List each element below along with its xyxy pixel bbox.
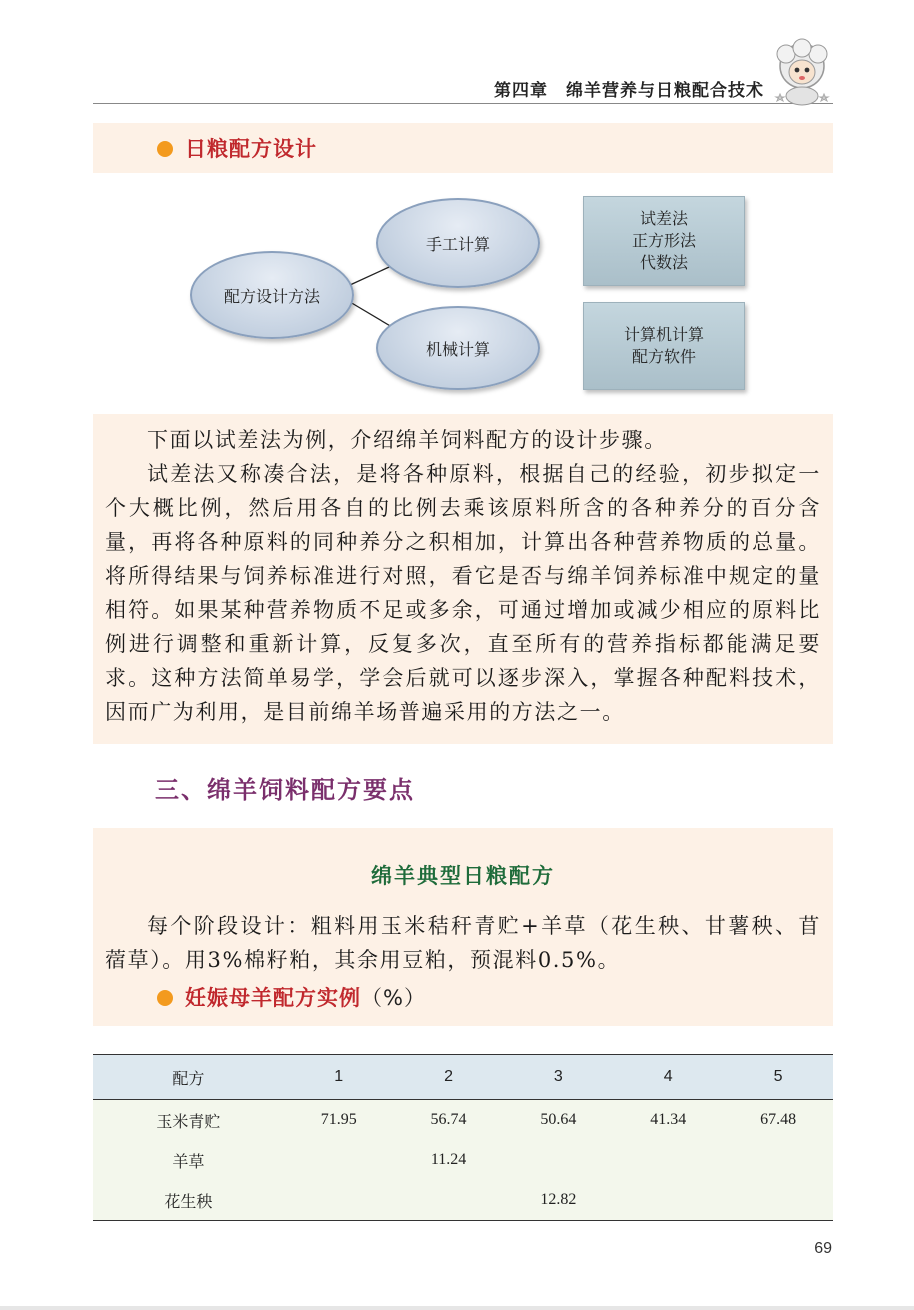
diagram-node-machine-calc: 机械计算 bbox=[376, 306, 540, 390]
bullet-icon bbox=[157, 990, 173, 1006]
table-cell bbox=[503, 1140, 613, 1180]
page-number: 69 bbox=[814, 1240, 832, 1257]
bottom-divider bbox=[0, 1306, 914, 1310]
body-paragraph: 试差法又称凑合法，是将各种原料，根据自己的经验，初步拟定一个大概比例，然后用各自的比例去乘该原料所含的各种养分的百分含量，再将各种原料的同种养分之积相加，计算出各种营养物质的总量。将所得结果与饲养标准进行对照，看它是否与绵羊饲养标准中规定的量相符。如果某种营养物质不足或多余，可通过增加或减少相应的原料比例进行调整和重新计算，反复多次，直至所有的营养指标都能满足要求。这种方法简单易学，学会后就可以逐步深入，掌握各种配料技术，因而广为利用，是目前绵羊场普遍采用的方法之一。 bbox=[105, 462, 821, 724]
section-heading-diet-design: 日粮配方设计 bbox=[185, 137, 317, 161]
table-cell bbox=[613, 1180, 723, 1221]
table-cell: 41.34 bbox=[613, 1100, 723, 1141]
body-text bbox=[105, 423, 821, 729]
table-cell: 羊草 bbox=[93, 1140, 284, 1180]
table-row bbox=[93, 1140, 833, 1180]
table-cell: 11.24 bbox=[394, 1140, 504, 1180]
table-cell bbox=[284, 1140, 394, 1180]
machine-method: 计算机计算 bbox=[623, 325, 704, 344]
table-row bbox=[93, 1180, 833, 1221]
table-cell: 玉米青贮 bbox=[93, 1100, 284, 1141]
manual-method: 试差法 bbox=[639, 209, 688, 228]
typical-diet-title: 绵羊典型日粮配方 bbox=[371, 863, 555, 888]
table-header: 配方 bbox=[93, 1055, 284, 1100]
table-row bbox=[93, 1100, 833, 1141]
body-paragraph: 下面以试差法为例，介绍绵羊饲料配方的设计步骤。 bbox=[147, 428, 667, 452]
typical-diet-text bbox=[105, 909, 821, 977]
table-header: 5 bbox=[723, 1055, 833, 1100]
table-header-row bbox=[93, 1055, 833, 1100]
pregnant-ewe-heading bbox=[185, 982, 426, 1012]
pregnant-ewe-title: 妊娠母羊配方实例 bbox=[185, 986, 361, 1010]
diagram-box-machine-methods bbox=[583, 302, 745, 390]
manual-method: 代数法 bbox=[639, 253, 688, 272]
typical-diet-paragraph: 每个阶段设计：粗料用玉米秸秆青贮+羊草（花生秧、甘薯秧、苜蓿草）。用3%棉籽粕，其余用豆粕，预混料0.5%。 bbox=[105, 914, 821, 972]
diagram-node-formula-methods: 配方设计方法 bbox=[190, 251, 354, 339]
table-cell bbox=[613, 1140, 723, 1180]
table-cell: 71.95 bbox=[284, 1100, 394, 1141]
diagram-node-manual-calc: 手工计算 bbox=[376, 198, 540, 288]
diagram-box-manual-methods bbox=[583, 196, 745, 286]
table-cell: 12.82 bbox=[503, 1180, 613, 1221]
table-cell bbox=[723, 1140, 833, 1180]
chapter-title: 第四章 绵羊营养与日粮配合技术 bbox=[494, 81, 764, 101]
table-cell bbox=[284, 1180, 394, 1221]
table-cell: 56.74 bbox=[394, 1100, 504, 1141]
machine-method: 配方软件 bbox=[631, 347, 696, 366]
pregnant-ewe-formula-table bbox=[93, 1054, 833, 1221]
table-cell: 67.48 bbox=[723, 1100, 833, 1141]
manual-method: 正方形法 bbox=[631, 231, 696, 250]
section-heading-feed-formula-points: 三、绵羊饲料配方要点 bbox=[155, 776, 415, 804]
table-cell: 花生秧 bbox=[93, 1180, 284, 1221]
table-cell: 50.64 bbox=[503, 1100, 613, 1141]
table-header: 4 bbox=[613, 1055, 723, 1100]
table-header: 1 bbox=[284, 1055, 394, 1100]
table-cell bbox=[394, 1180, 504, 1221]
table-cell bbox=[723, 1180, 833, 1221]
pregnant-ewe-unit: （%） bbox=[361, 986, 426, 1010]
table-header: 3 bbox=[503, 1055, 613, 1100]
table-header: 2 bbox=[394, 1055, 504, 1100]
